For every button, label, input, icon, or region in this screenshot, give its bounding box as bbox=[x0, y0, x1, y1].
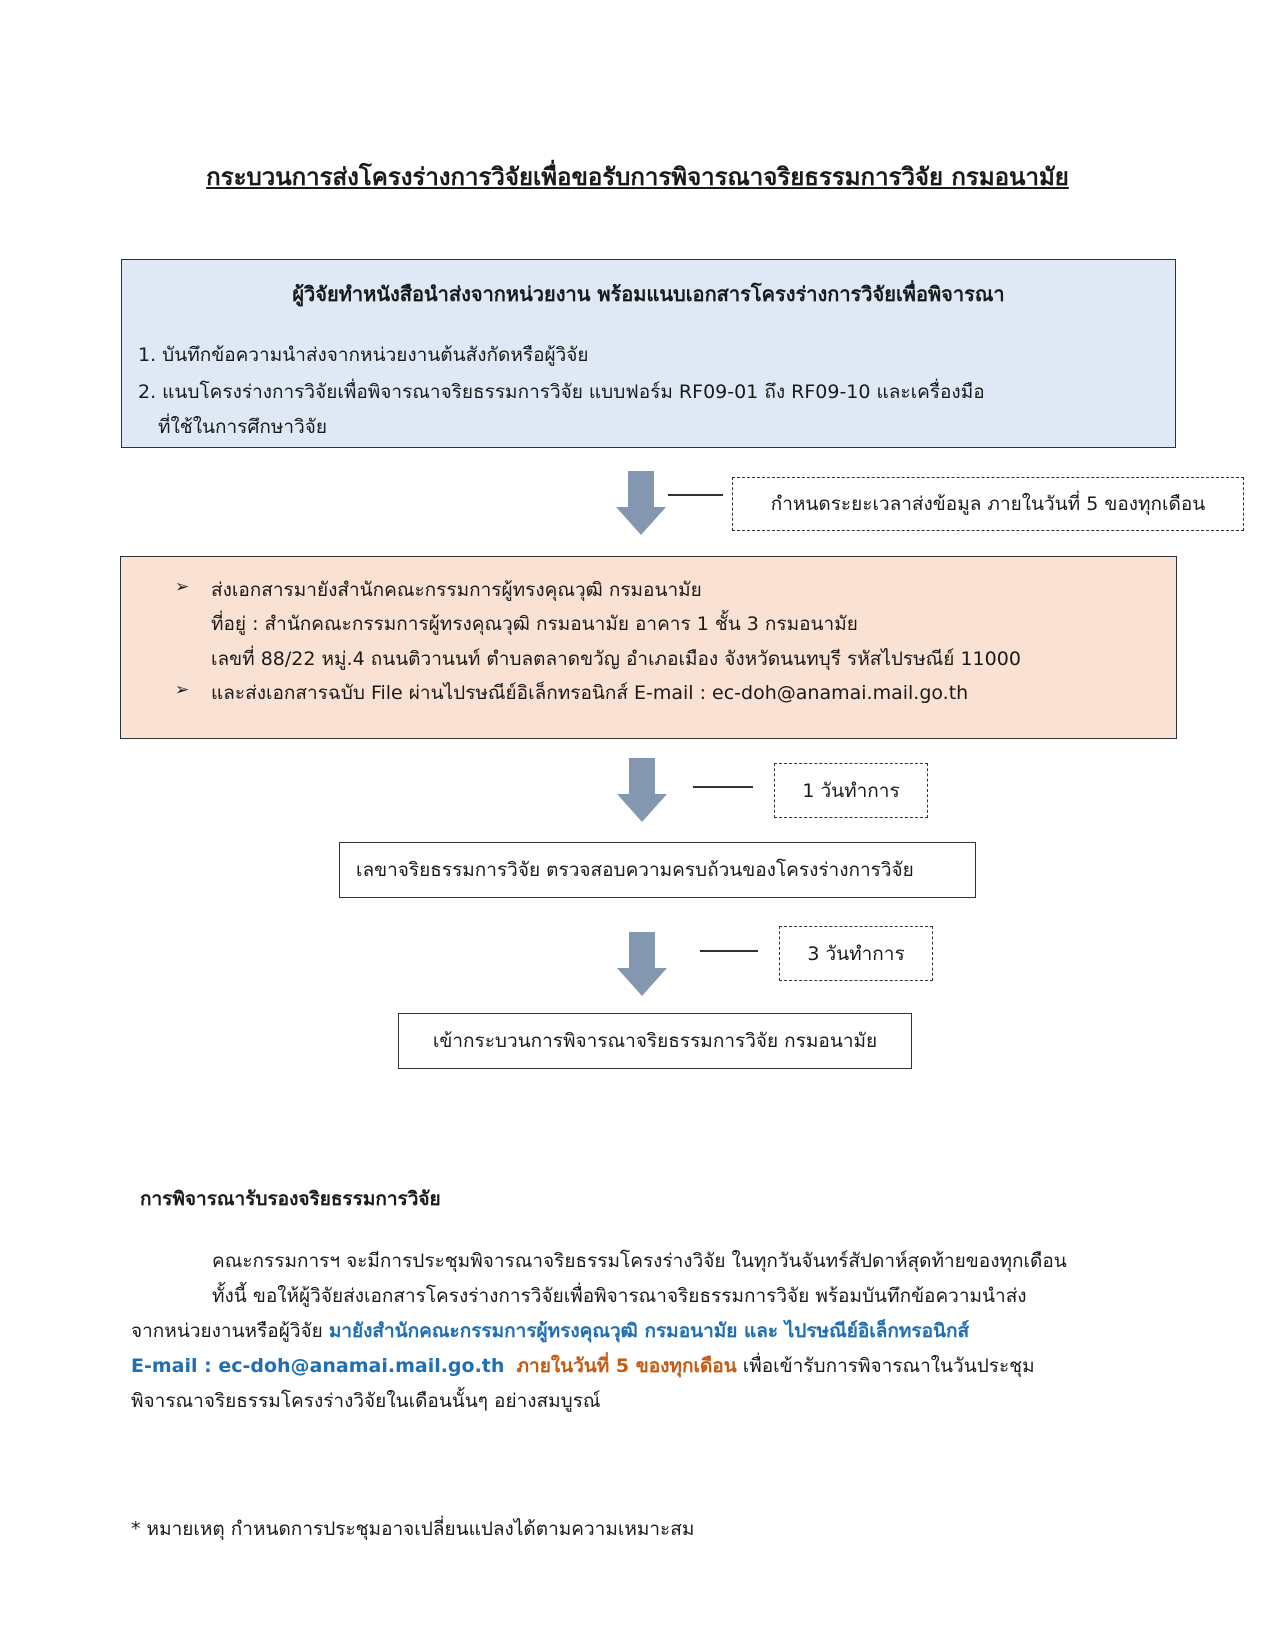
step1-item: 1. บันทึกข้อความนำส่งจากหน่วยงานต้นสังกัดหรือผู้วิจัย bbox=[138, 344, 589, 366]
step2-line: เลขที่ 88/22 หมู่.4 ถนนติวานนท์ ตำบลตลาดขวัญ อำเภอเมือง จังหวัดนนทบุรี รหัสไปรษณีย์ 11000 bbox=[211, 648, 1021, 670]
step2-line: ส่งเอกสารมายังสำนักคณะกรรมการผู้ทรงคุณวุฒิ กรมอนามัย bbox=[211, 579, 702, 601]
timing-note: 3 วันทำการ bbox=[779, 926, 933, 981]
step2-line: และส่งเอกสารฉบับ File ผ่านไปรษณีย์อิเล็กทรอนิกส์ E-mail : ec-doh@anamai.mail.go.th bbox=[211, 682, 969, 704]
step1-item: ที่ใช้ในการศึกษาวิจัย bbox=[158, 416, 328, 438]
step4-box: เข้ากระบวนการพิจารณาจริยธรรมการวิจัย กรมอนามัย bbox=[398, 1013, 912, 1069]
step1-item: 2. แนบโครงร่างการวิจัยเพื่อพิจารณาจริยธรรมการวิจัย แบบฟอร์ม RF09-01 ถึง RF09-10 และเครื่องมือ bbox=[138, 381, 985, 403]
connector-line bbox=[668, 494, 723, 496]
footnote: * หมายเหตุ กำหนดการประชุมอาจเปลี่ยนแปลงได้ตามความเหมาะสม bbox=[131, 1518, 695, 1540]
deadline-note: กำหนดระยะเวลาส่งข้อมูล ภายในวันที่ 5 ของทุกเดือน bbox=[732, 477, 1244, 531]
arrow-bullet-icon: ➢ bbox=[175, 577, 190, 597]
paragraph-line: พิจารณาจริยธรรมโครงร่างวิจัยในเดือนนั้นๆ อย่างสมบูรณ์ bbox=[131, 1390, 601, 1412]
timing-note: 1 วันทำการ bbox=[774, 763, 928, 818]
step3-box: เลขาจริยธรรมการวิจัย ตรวจสอบความครบถ้วนของโครงร่างการวิจัย bbox=[339, 842, 976, 898]
connector-line bbox=[693, 786, 753, 788]
paragraph-line: คณะกรรมการฯ จะมีการประชุมพิจารณาจริยธรรมโครงร่างวิจัย ในทุกวันจันทร์สัปดาห์สุดท้ายของทุกเดือน bbox=[212, 1250, 1067, 1272]
arrow-bullet-icon: ➢ bbox=[175, 680, 190, 700]
paragraph-line bbox=[131, 1316, 969, 1346]
paragraph-line: ทั้งนี้ ขอให้ผู้วิจัยส่งเอกสารโครงร่างการวิจัยเพื่อพิจารณาจริยธรรมการวิจัย พร้อมบันทึกข้อความนำส่ง bbox=[212, 1285, 1027, 1307]
paragraph-text: เพื่อเข้ารับการพิจารณาในวันประชุม bbox=[736, 1355, 1035, 1377]
step1-box bbox=[121, 259, 1176, 448]
step1-heading: ผู้วิจัยทำหนังสือนำส่งจากหน่วยงาน พร้อมแนบเอกสารโครงร่างการวิจัยเพื่อพิจารณา bbox=[292, 282, 1005, 306]
paragraph-text: จากหน่วยงานหรือผู้วิจัย bbox=[131, 1320, 329, 1342]
down-arrow-icon bbox=[617, 932, 667, 996]
step2-line: ที่อยู่ : สำนักคณะกรรมการผู้ทรงคุณวุฒิ กรมอนามัย อาคาร 1 ชั้น 3 กรมอนามัย bbox=[211, 613, 858, 635]
page-title: กระบวนการส่งโครงร่างการวิจัยเพื่อขอรับการพิจารณาจริยธรรมการวิจัย กรมอนามัย bbox=[206, 163, 1069, 191]
deadline-highlight: ภายในวันที่ 5 ของทุกเดือน bbox=[516, 1355, 737, 1377]
paragraph-line bbox=[131, 1351, 1035, 1381]
down-arrow-icon bbox=[616, 471, 666, 535]
connector-line bbox=[700, 950, 758, 952]
highlight-recipient: มายังสำนักคณะกรรมการผู้ทรงคุณวุฒิ กรมอนามัย และ ไปรษณีย์อิเล็กทรอนิกส์ bbox=[328, 1320, 970, 1342]
step2-box bbox=[120, 556, 1177, 739]
section-heading: การพิจารณารับรองจริยธรรมการวิจัย bbox=[140, 1188, 441, 1210]
down-arrow-icon bbox=[617, 758, 667, 822]
email-address: E-mail : ec-doh@anamai.mail.go.th bbox=[131, 1355, 505, 1377]
